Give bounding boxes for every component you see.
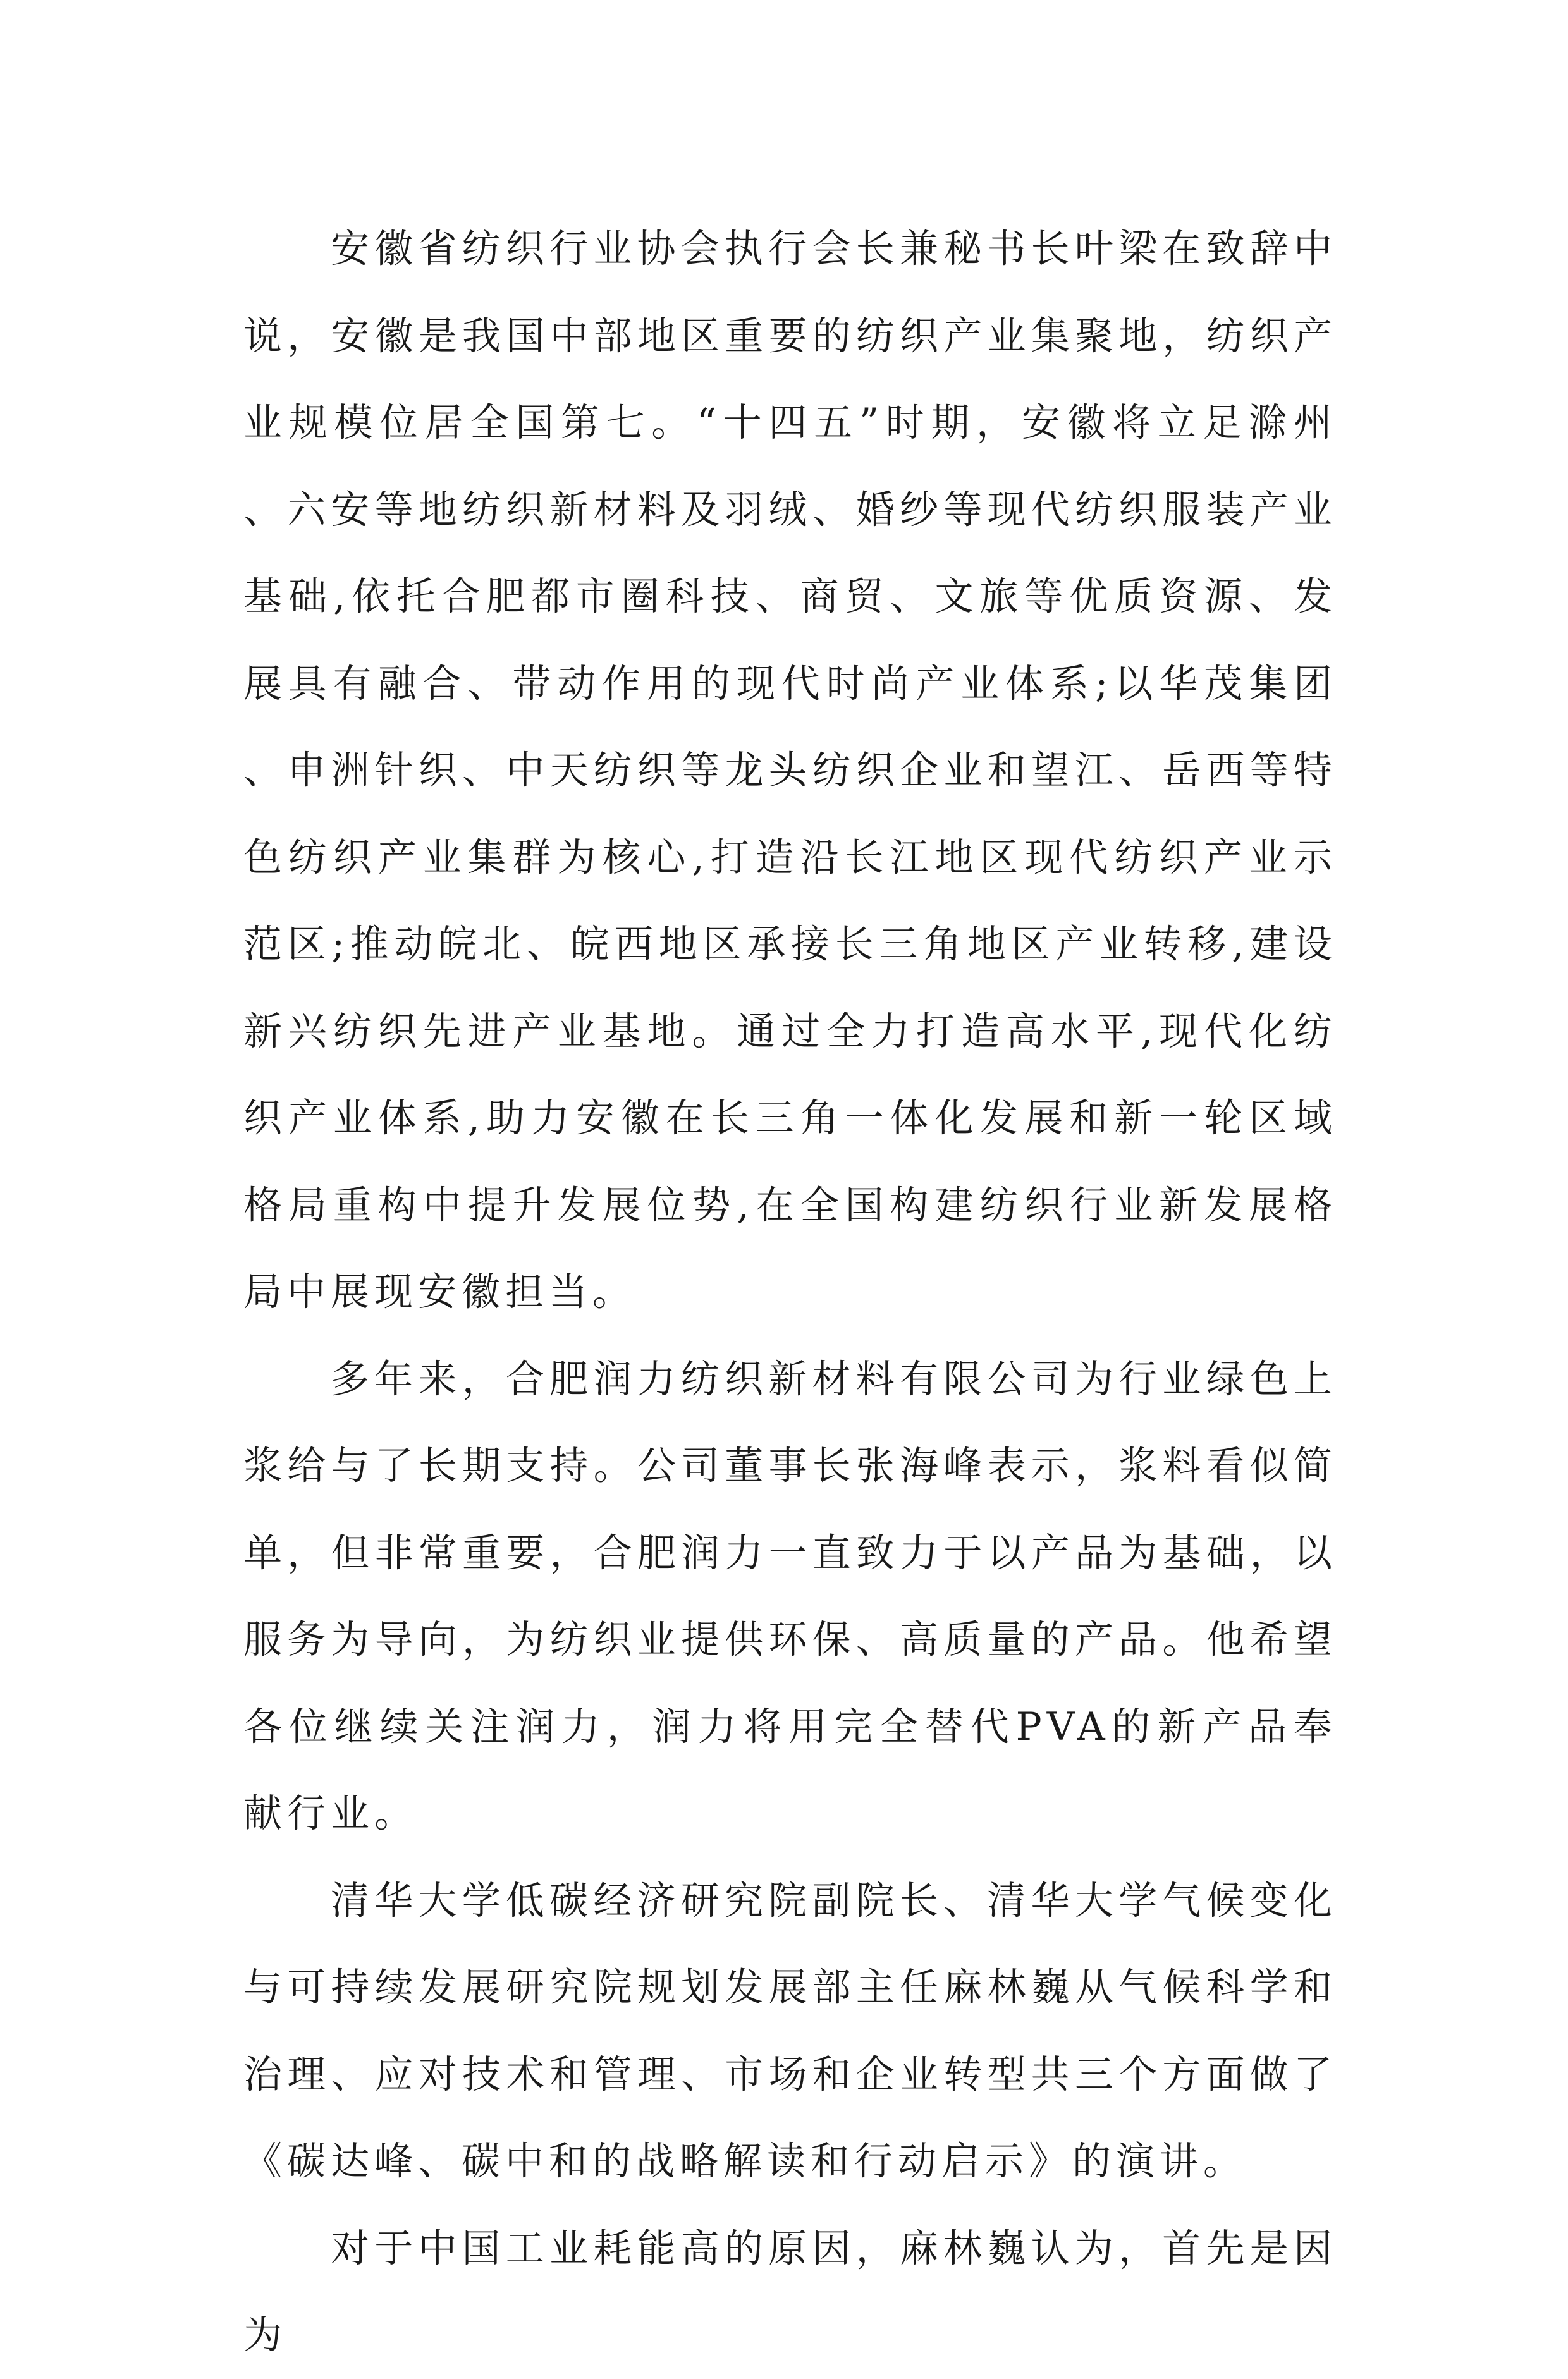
paragraph-sponsor-remarks: 多年来，合肥润力纺织新材料有限公司为行业绿色上浆给与了长期支持。公司董事长张海峰表示，浆料看似简单，但非常重要，合肥润力一直致力于以产品为基础，以服务为导向，为纺织业提供环保、高质量的产品。他希望各位继续关注润力，润力将用完全替代PVA的新产品奉献行业。: [243, 1356, 1337, 1836]
paragraph-opening-remarks: 安徽省纺织行业协会执行会长兼秘书长叶梁在致辞中说，安徽是我国中部地区重要的纺织产业集聚地，纺织产业规模位居全国第七。“十四五”时期，安徽将立足滁州、六安等地纺织新材料及羽绒、婚纱等现代纺织服装产业基础,依托合肥都市圈科技、商贸、文旅等优质资源、发展具有融合、带动作用的现代时尚产业体系;以华茂集团、申洲针织、中天纺织等龙头纺织企业和望江、岳西等特色纺织产业集群为核心,打造沿长江地区现代纺织产业示范区;推动皖北、皖西地区承接长三角地区产业转移,建设新兴纺织先进产业基地。通过全力打造高水平,现代化纺织产业体系,助力安徽在长三角一体化发展和新一轮区域格局重构中提升发展位势,在全国构建纺织行业新发展格局中展现安徽担当。: [243, 226, 1337, 1314]
paragraph-speech-intro: 清华大学低碳经济研究院副院长、清华大学气候变化与可持续发展研究院规划发展部主任麻林巍从气候科学和治理、应对技术和管理、市场和企业转型共三个方面做了《碳达峰、碳中和的战略解读和行动启示》的演讲。: [243, 1878, 1337, 2184]
article-body: [243, 205, 1337, 2379]
paragraph-energy-analysis: 对于中国工业耗能高的原因，麻林巍认为，首先是因为: [243, 2225, 1337, 2358]
